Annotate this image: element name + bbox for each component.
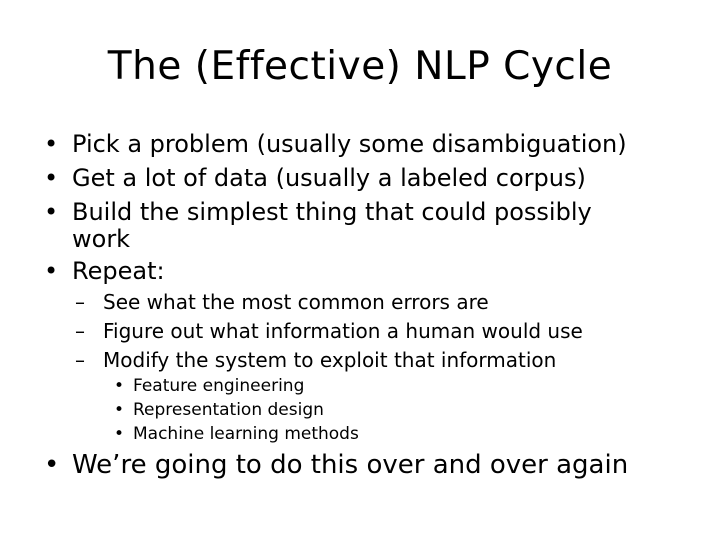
- sub-bullet-item: [75, 348, 556, 372]
- slide-title: The (Effective) NLP Cycle: [107, 44, 613, 89]
- sub-bullet-item: [75, 319, 583, 343]
- bullet-text: Build the simplest thing that could possibly: [72, 198, 592, 226]
- sub-bullet-text: Modify the system to exploit that information: [103, 348, 557, 372]
- sub-sub-bullet-item: [114, 424, 359, 444]
- bullet-item: [44, 198, 592, 226]
- dash-marker: –: [75, 290, 85, 314]
- bullet-marker: •: [44, 257, 59, 285]
- sub-sub-bullet-text: Representation design: [133, 400, 324, 420]
- bullet-text: Get a lot of data (usually a labeled corpus): [72, 164, 586, 192]
- sub-sub-bullet-item: [114, 400, 324, 420]
- bullet-marker: •: [44, 164, 59, 192]
- bullet-continuation: work: [72, 225, 131, 253]
- sub-bullet-item: [75, 290, 489, 314]
- bullet-marker: •: [114, 400, 125, 420]
- bullet-marker: •: [44, 130, 59, 158]
- bullet-item: [44, 257, 165, 285]
- sub-sub-bullet-text: Machine learning methods: [133, 424, 359, 444]
- bullet-text: We’re going to do this over and over again: [72, 450, 629, 480]
- bullet-item: [44, 164, 586, 192]
- dash-marker: –: [75, 319, 85, 343]
- bullet-marker: •: [44, 198, 59, 226]
- bullet-item: [44, 130, 627, 158]
- bullet-marker: •: [44, 450, 60, 480]
- bullet-marker: •: [114, 376, 125, 396]
- bullet-marker: •: [114, 424, 125, 444]
- sub-sub-bullet-item: [114, 376, 304, 396]
- dash-marker: –: [75, 348, 85, 372]
- bullet-text: Repeat:: [72, 257, 165, 285]
- sub-sub-bullet-text: Feature engineering: [133, 376, 305, 396]
- sub-bullet-text: Figure out what information a human would use: [103, 319, 583, 343]
- bullet-item: [44, 450, 628, 480]
- sub-bullet-text: See what the most common errors are: [103, 290, 489, 314]
- bullet-text: Pick a problem (usually some disambiguation): [72, 130, 627, 158]
